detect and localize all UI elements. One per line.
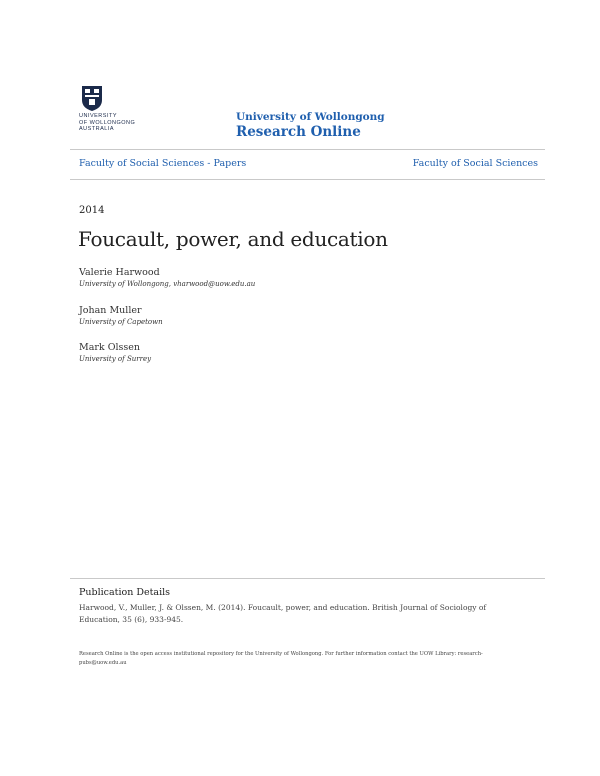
logo-wordmark xyxy=(79,113,135,133)
author-name: Mark Olssen xyxy=(79,342,141,353)
author xyxy=(79,341,151,364)
faculty-papers-link[interactable]: Faculty of Social Sciences - Papers xyxy=(79,158,247,169)
shield-icon xyxy=(81,85,103,112)
top-divider xyxy=(70,149,545,150)
repository-name: Research Online xyxy=(236,124,361,140)
university-logo xyxy=(79,85,149,137)
repository-footer: Research Online is the open access institutional repository for the University of Wollongong. For further information contact the UOW Library: research-pubs@uow.edu.au xyxy=(79,651,483,666)
author xyxy=(79,266,255,289)
collection-links xyxy=(79,158,538,169)
author-name: Valerie Harwood xyxy=(79,267,160,278)
author-affiliation: University of Surrey xyxy=(79,355,152,363)
author xyxy=(79,304,163,327)
publication-divider xyxy=(70,578,545,579)
publication-details-heading: Publication Details xyxy=(79,587,171,598)
logo-line: AUSTRALIA xyxy=(79,126,115,132)
nav-divider xyxy=(70,179,545,180)
author-affiliation: University of Capetown xyxy=(79,318,163,326)
logo-line: UNIVERSITY xyxy=(79,113,118,119)
paper-title: Foucault, power, and education xyxy=(78,227,388,251)
faculty-link[interactable]: Faculty of Social Sciences xyxy=(412,158,538,169)
publication-year: 2014 xyxy=(79,205,105,216)
repository-university: University of Wollongong xyxy=(236,111,385,123)
logo-line: OF WOLLONGONG xyxy=(79,119,136,126)
author-name: Johan Muller xyxy=(79,305,142,316)
author-affiliation: University of Wollongong, vharwood@uow.edu.au xyxy=(79,280,256,288)
publication-details-text: Harwood, V., Muller, J. & Olssen, M. (2014). Foucault, power, and education. British Journal of Sociology of Education, 35 (6), 933-945. xyxy=(79,603,487,624)
repository-branding xyxy=(236,111,385,141)
